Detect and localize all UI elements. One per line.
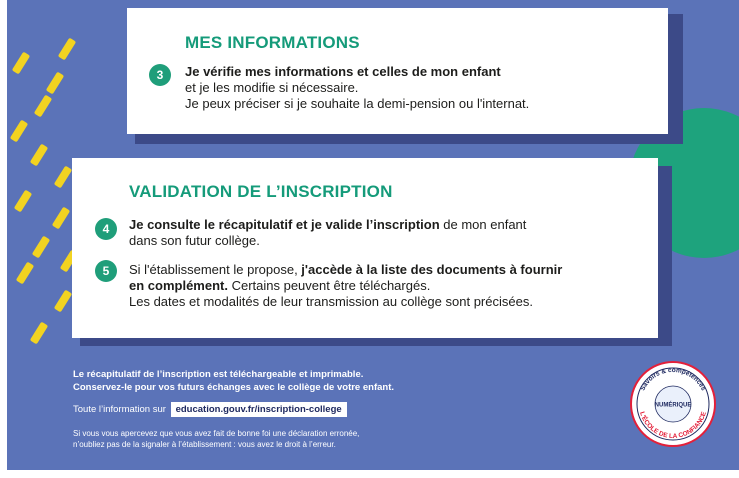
seal-bottom-text: L'ÉCOLE DE LA CONFIANCE: [638, 410, 708, 441]
inscription-college-link[interactable]: education.gouv.fr/inscription-college: [171, 402, 347, 417]
decorative-dash: [16, 262, 34, 285]
ecole-confiance-seal: [629, 360, 717, 448]
step-5-line3: Les dates et modalités de leur transmission au collège sont précisées.: [129, 294, 533, 309]
poster: [7, 0, 739, 470]
step-5-rest2: Certains peuvent être téléchargés.: [227, 278, 431, 293]
step-4-badge: 4: [95, 218, 117, 240]
step-4-text: [129, 217, 526, 249]
step-3-text: [185, 64, 529, 112]
footer-line2: Conservez-le pour vos futurs échanges avec le collège de votre enfant.: [73, 382, 394, 393]
decorative-dash: [30, 144, 48, 167]
step-3-badge: 3: [149, 64, 171, 86]
decorative-dash: [12, 52, 30, 75]
decorative-dash: [30, 322, 48, 345]
step-5-bold1: j'accède à la liste des documents à fournir: [301, 262, 563, 277]
decorative-dash: [14, 190, 32, 213]
step-5-badge: 5: [95, 260, 117, 282]
footer-info-prefix: Toute l’information sur: [73, 404, 166, 415]
decorative-dash: [32, 236, 50, 259]
seal-center-text: NUMÉRIQUE: [654, 402, 692, 409]
footer-line1: Le récapitulatif de l’inscription est téléchargeable et imprimable.: [73, 369, 364, 380]
validation-card: [72, 158, 658, 338]
step-5-text: [129, 262, 562, 310]
decorative-dash: [10, 120, 28, 143]
step-3-line2: et je les modifie si nécessaire.: [185, 80, 359, 95]
decorative-dash: [46, 72, 64, 95]
decorative-dash: [34, 95, 52, 118]
mes-informations-card: [127, 8, 668, 134]
step-5-intro: Si l'établissement le propose,: [129, 262, 302, 277]
step-4-bold: Je consulte le récapitulatif et je valide l’inscription: [129, 217, 440, 232]
step-3-bold: Je vérifie mes informations et celles de mon enfant: [185, 64, 501, 79]
footer-note1: Si vous vous apercevez que vous avez fait de bonne foi une déclaration erronée,: [73, 429, 360, 438]
mes-informations-title: MES INFORMATIONS: [185, 33, 360, 52]
step-5-bold2: en complément.: [129, 278, 228, 293]
footer-note2: n’oubliez pas de la signaler à l’établissement : vous avez le droit à l’erreur.: [73, 440, 336, 449]
step-3-line3: Je peux préciser si je souhaite la demi-pension ou l'internat.: [185, 96, 530, 111]
step-4-line2: dans son futur collège.: [129, 233, 260, 248]
step-4-rest: de mon enfant: [439, 217, 527, 232]
decorative-dash: [52, 207, 70, 230]
validation-title: VALIDATION DE L’INSCRIPTION: [129, 182, 393, 201]
decorative-dash: [58, 38, 76, 61]
decorative-dash: [54, 290, 72, 313]
seal-top-text: Savoirs & compétences: [639, 366, 707, 392]
decorative-dash: [54, 166, 72, 189]
footer-info: [73, 402, 347, 417]
